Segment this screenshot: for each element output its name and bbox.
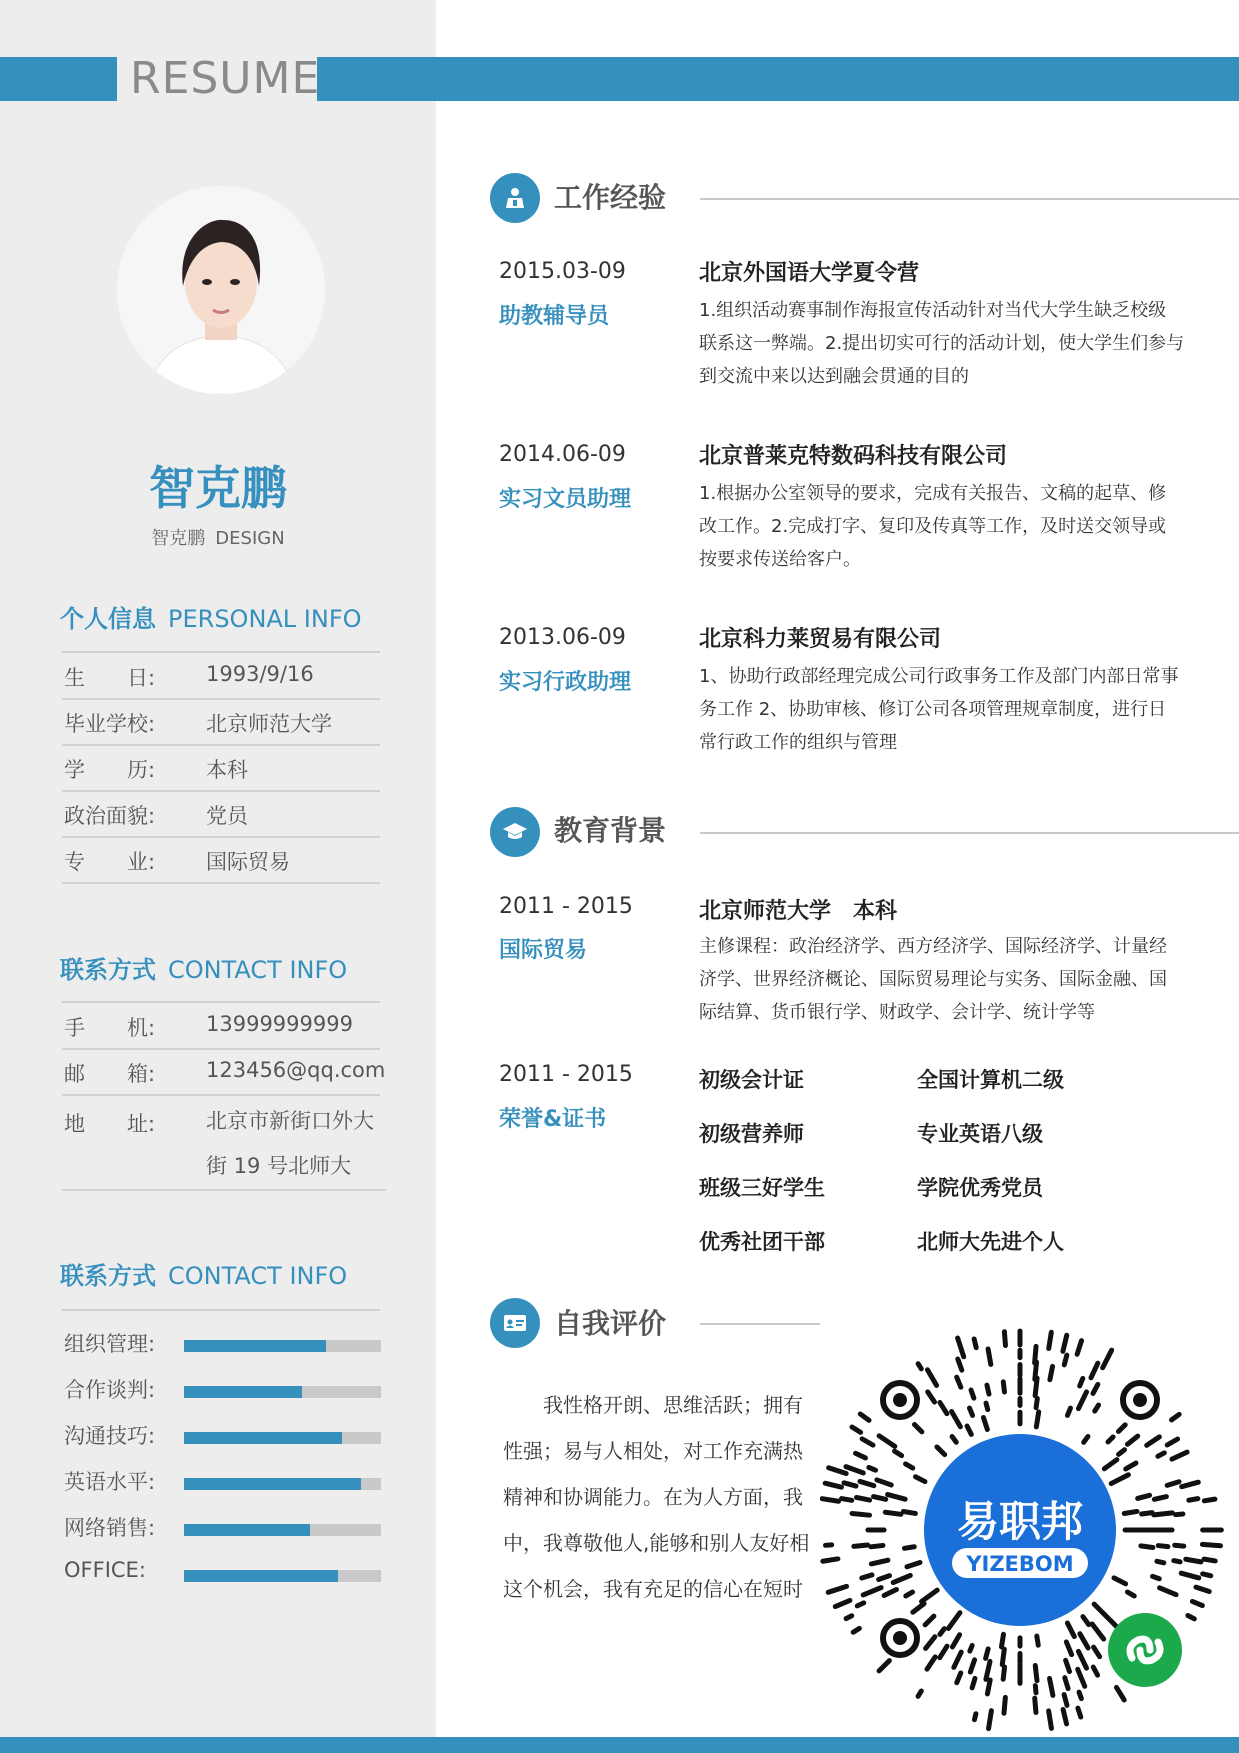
education-courses — [699, 930, 1204, 1029]
info-label: 学 历: — [64, 758, 156, 782]
info-value: 北京师范大学 — [206, 712, 332, 736]
work-desc — [699, 477, 1204, 576]
contact-label: 手 机: — [64, 1016, 156, 1040]
work-role: 实习文员助理 — [499, 487, 632, 512]
skill-bar-track — [184, 1478, 381, 1490]
skill-label: 组织管理: — [64, 1332, 156, 1356]
work-org: 北京外国语大学夏令营 — [699, 261, 920, 286]
skill-bar-fill — [184, 1570, 338, 1582]
contact-label: 地 址: — [64, 1112, 156, 1136]
contact-row-email — [62, 1049, 386, 1096]
skills-title — [60, 1259, 347, 1293]
work-date: 2014.06-09 — [499, 442, 626, 467]
work-date: 2013.06-09 — [499, 625, 626, 650]
self-eval-line: 这个机会，我有充足的信心在短时 — [503, 1577, 803, 1601]
skill-label: 合作谈判: — [64, 1378, 156, 1402]
info-row-school — [62, 699, 380, 746]
footer-bar — [0, 1737, 1239, 1753]
skill-bar-track — [184, 1524, 381, 1536]
work-desc — [699, 660, 1204, 759]
work-role: 助教辅导员 — [499, 304, 610, 329]
desc-line: 1.根据办公室领导的要求，完成有关报告、文稿的起草、修 — [699, 483, 1167, 504]
skill-label: OFFICE: — [64, 1558, 146, 1582]
personal-info-title — [60, 602, 362, 636]
skill-bar-track — [184, 1386, 381, 1398]
header-bar-right — [317, 57, 1239, 101]
subtitle-tag: DESIGN — [215, 528, 285, 549]
self-eval-line: 精神和协调能力。在为人方面，我 — [503, 1485, 803, 1509]
work-org: 北京科力莱贸易有限公司 — [699, 627, 942, 652]
honor-item: 初级营养师 — [699, 1122, 804, 1146]
skill-label: 英语水平: — [64, 1470, 156, 1494]
skills-rule — [62, 1309, 380, 1311]
contact-row-phone — [62, 1003, 380, 1050]
work-rule — [700, 198, 1239, 200]
info-label: 政治面貌: — [64, 804, 156, 828]
honor-item: 学院优秀党员 — [917, 1176, 1043, 1200]
self-eval-line: 中，我尊敬他人,能够和别人友好相 — [503, 1531, 810, 1555]
info-value: 国际贸易 — [206, 850, 290, 874]
contact-info-title — [60, 953, 347, 987]
contact-value: 13999999999 — [206, 1012, 353, 1036]
honor-item: 专业英语八级 — [917, 1122, 1043, 1146]
skill-label: 沟通技巧: — [64, 1424, 156, 1448]
course-line: 主修课程：政治经济学、西方经济学、国际经济学、计量经 — [699, 936, 1167, 957]
skill-bar-fill — [184, 1386, 302, 1398]
resume-heading: RESUME — [130, 53, 321, 104]
skill-bar-track — [184, 1570, 381, 1582]
desc-line: 1.组织活动赛事制作海报宣传活动针对当代大学生缺乏校级 — [699, 300, 1167, 321]
info-value: 1993/9/16 — [206, 662, 314, 686]
skill-bar-fill — [184, 1478, 361, 1490]
work-icon — [490, 173, 540, 223]
info-label: 毕业学校: — [64, 712, 156, 736]
info-value: 本科 — [206, 758, 248, 782]
contact-info-title-en: CONTACT INFO — [168, 956, 348, 984]
work-title: 工作经验 — [554, 181, 667, 214]
skill-bar-fill — [184, 1524, 310, 1536]
skill-label: 网络销售: — [64, 1516, 156, 1540]
qr-brand-cn: 易职邦 — [956, 1497, 1084, 1546]
education-school: 北京师范大学 本科 — [699, 899, 898, 924]
skills-title-en: CONTACT INFO — [168, 1262, 348, 1290]
skill-bar-fill — [184, 1432, 342, 1444]
honor-item: 优秀社团干部 — [699, 1230, 825, 1254]
info-row-birthday — [62, 653, 380, 700]
honor-item: 班级三好学生 — [699, 1176, 825, 1200]
course-line: 际结算、货币银行学、财政学、会计学、统计学等 — [699, 1002, 1095, 1023]
contact-row-address — [62, 1099, 386, 1191]
personal-info-title-en: PERSONAL INFO — [168, 605, 362, 633]
honors-title: 荣誉&证书 — [499, 1107, 607, 1132]
info-row-major — [62, 837, 380, 884]
desc-line: 常行政工作的组织与管理 — [699, 732, 897, 753]
contact-value: 123456@qq.com — [206, 1058, 386, 1082]
honor-item: 全国计算机二级 — [917, 1068, 1064, 1092]
education-date: 2011 - 2015 — [499, 894, 633, 919]
info-label: 生 日: — [64, 666, 156, 690]
work-role: 实习行政助理 — [499, 670, 632, 695]
qr-brand-en: YIZEBOM — [966, 1552, 1074, 1576]
graduation-cap-icon — [490, 807, 540, 857]
desc-line: 1、协助行政部经理完成公司行政事务工作及部门内部日常事 — [699, 666, 1179, 687]
mini-program-qr-code[interactable] — [820, 1320, 1239, 1735]
contact-label: 邮 箱: — [64, 1062, 156, 1086]
honor-item: 初级会计证 — [699, 1068, 804, 1092]
candidate-name: 智克鹏 — [149, 461, 287, 515]
skill-bar-fill — [184, 1340, 326, 1352]
desc-line: 联系这一弊端。2.提出切实可行的活动计划，使大学生们参与 — [699, 333, 1185, 354]
subtitle-name: 智克鹏 — [151, 528, 206, 549]
skills-title-cn: 联系方式 — [60, 1262, 156, 1290]
info-label: 专 业: — [64, 850, 156, 874]
contact-info-title-cn: 联系方式 — [60, 956, 156, 984]
contact-value — [206, 1099, 396, 1189]
self-eval-title: 自我评价 — [554, 1307, 667, 1340]
profile-photo — [117, 186, 325, 394]
self-eval-line: 我性格开朗、思维活跃；拥有 — [503, 1393, 803, 1417]
work-date: 2015.03-09 — [499, 259, 626, 284]
address-line-2: 街 19 号北师大 — [206, 1154, 352, 1178]
work-org: 北京普莱克特数码科技有限公司 — [699, 444, 1008, 469]
desc-line: 按要求传送给客户。 — [699, 549, 861, 570]
self-eval-line: 性强；易与人相处，对工作充满热 — [503, 1439, 803, 1463]
work-desc — [699, 294, 1204, 393]
course-line: 济学、世界经济概论、国际贸易理论与实务、国际金融、国 — [699, 969, 1167, 990]
personal-info-title-cn: 个人信息 — [60, 605, 156, 633]
desc-line: 到交流中来以达到融会贯通的目的 — [699, 366, 969, 387]
desc-line: 务工作 2、协助审核、修订公司各项管理规章制度，进行日 — [699, 699, 1167, 720]
info-row-political — [62, 791, 380, 838]
address-line-1: 北京市新街口外大 — [206, 1109, 374, 1133]
candidate-subtitle — [0, 524, 436, 550]
education-title: 教育背景 — [554, 814, 667, 847]
skill-bar-track — [184, 1432, 381, 1444]
info-row-degree — [62, 745, 380, 792]
honors-date: 2011 - 2015 — [499, 1062, 633, 1087]
desc-line: 改工作。2.完成打字、复印及传真等工作，及时送交领导或 — [699, 516, 1167, 537]
skill-bar-track — [184, 1340, 381, 1352]
honor-item: 北师大先进个人 — [917, 1230, 1064, 1254]
education-rule — [700, 832, 1239, 834]
education-major: 国际贸易 — [499, 938, 588, 963]
header-bar-left — [0, 57, 117, 101]
info-value: 党员 — [206, 804, 248, 828]
id-card-icon — [490, 1298, 540, 1348]
